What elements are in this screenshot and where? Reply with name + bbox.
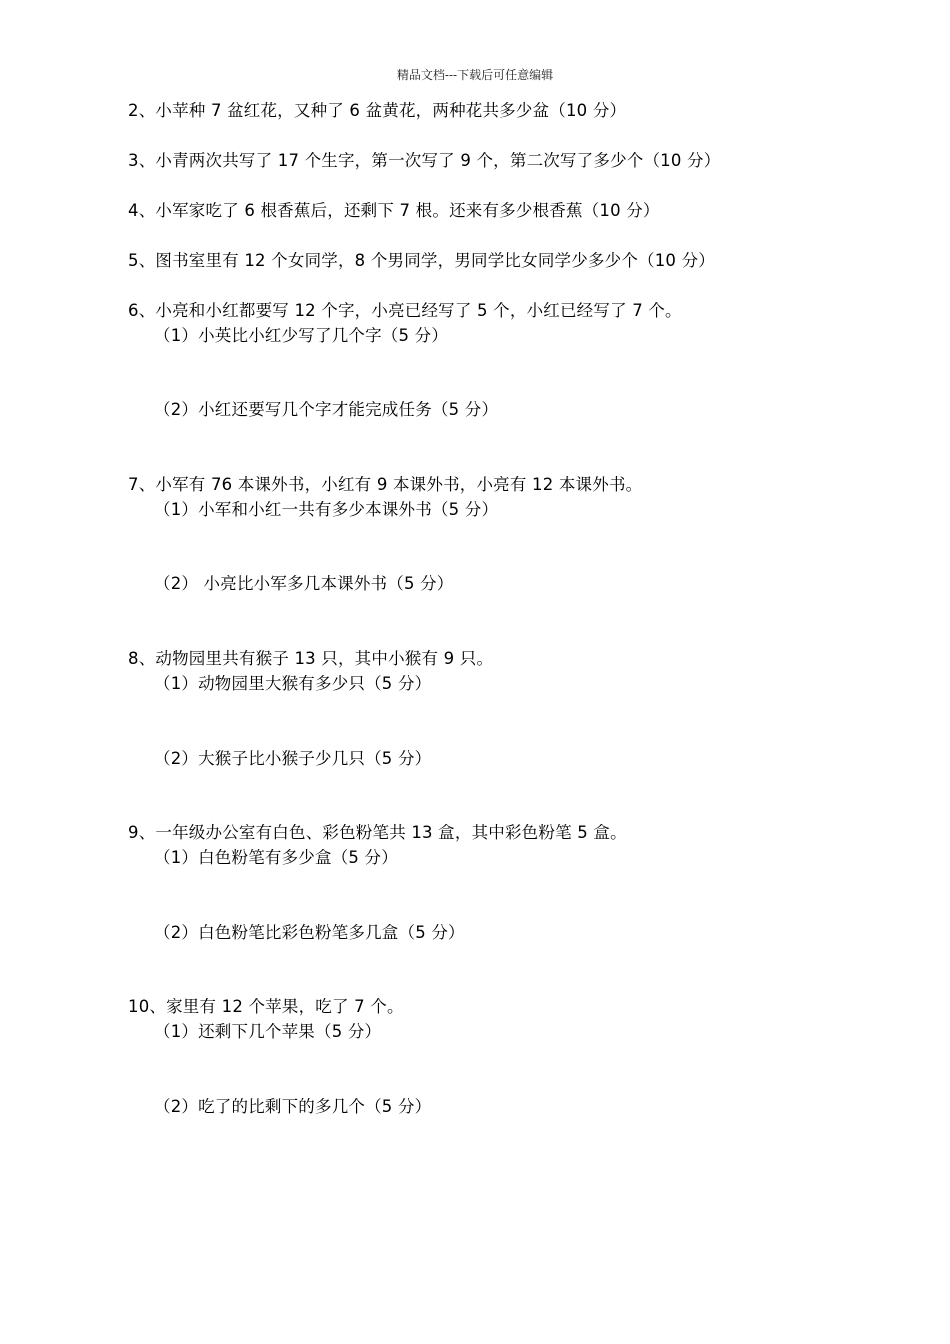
question-7-part-1: （1）小军和小红一共有多少本课外书（5 分） xyxy=(154,500,499,519)
question-8-part-1: （1）动物园里大猴有多少只（5 分） xyxy=(154,674,432,693)
question-3: 3、小青两次共写了 17 个生字，第一次写了 9 个，第二次写了多少个（10 分） xyxy=(128,151,721,170)
question-6: 6、小亮和小红都要写 12 个字，小亮已经写了 5 个，小红已经写了 7 个。 xyxy=(128,301,682,320)
question-7: 7、小军有 76 本课外书，小红有 9 本课外书，小亮有 12 本课外书。 xyxy=(128,475,643,494)
question-7-part-2: （2） 小亮比小军多几本课外书（5 分） xyxy=(154,574,454,593)
question-6-part-2: （2）小红还要写几个字才能完成任务（5 分） xyxy=(154,400,499,419)
question-10-part-2: （2）吃了的比剩下的多几个（5 分） xyxy=(154,1097,432,1116)
question-9-part-1: （1）白色粉笔有多少盒（5 分） xyxy=(154,848,398,867)
question-9: 9、一年级办公室有白色、彩色粉笔共 13 盒，其中彩色粉笔 5 盒。 xyxy=(128,823,627,842)
question-2: 2、小苹种 7 盆红花，又种了 6 盆黄花，两种花共多少盆（10 分） xyxy=(128,101,627,120)
question-10-part-1: （1）还剩下几个苹果（5 分） xyxy=(154,1022,382,1041)
question-6-part-1: （1）小英比小红少写了几个字（5 分） xyxy=(154,326,449,345)
question-8-part-2: （2）大猴子比小猴子少几只（5 分） xyxy=(154,749,432,768)
question-5: 5、图书室里有 12 个女同学，8 个男同学，男同学比女同学少多少个（10 分） xyxy=(128,251,715,270)
question-10: 10、家里有 12 个苹果，吃了 7 个。 xyxy=(128,997,404,1016)
question-8: 8、动物园里共有猴子 13 只，其中小猴有 9 只。 xyxy=(128,649,494,668)
question-9-part-2: （2）白色粉笔比彩色粉笔多几盒（5 分） xyxy=(154,923,465,942)
page-header: 精品文档---下载后可任意编辑 xyxy=(396,68,554,82)
question-4: 4、小军家吃了 6 根香蕉后，还剩下 7 根。还来有多少根香蕉（10 分） xyxy=(128,201,660,220)
